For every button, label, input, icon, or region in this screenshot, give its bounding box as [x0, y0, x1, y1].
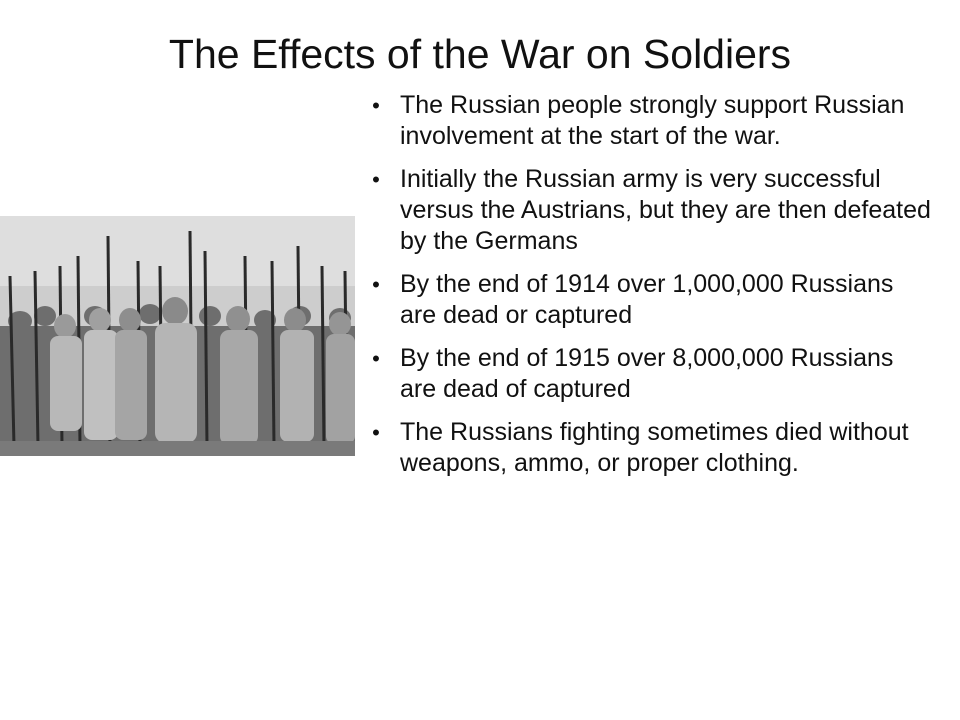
bullet-item: [366, 269, 936, 331]
bullet-text: The Russians fighting sometimes died without weapons, ammo, or proper clothing.: [400, 418, 909, 477]
slide-title: The Effects of the War on Soldiers: [168, 31, 792, 77]
bullet-text: The Russian people strongly support Russian involvement at the start of the war.: [400, 91, 905, 150]
soldiers-illustration: [0, 216, 355, 456]
bullet-item: [366, 417, 936, 479]
bullet-text: By the end of 1915 over 8,000,000 Russians are dead of captured: [400, 344, 894, 403]
bullet-icon: •: [372, 167, 380, 192]
bullet-icon: •: [372, 272, 380, 297]
bullet-icon: •: [372, 93, 380, 118]
bullet-text: Initially the Russian army is very successful versus the Austrians, but they are then defeated by the Germans: [400, 165, 931, 255]
bullet-item: [366, 90, 936, 152]
bullet-item: [366, 343, 936, 405]
bullet-list: [366, 90, 936, 491]
bullet-icon: •: [372, 346, 380, 371]
soldiers-photo: [0, 216, 355, 456]
bullet-text: By the end of 1914 over 1,000,000 Russians are dead or captured: [400, 270, 894, 329]
bullet-icon: •: [372, 420, 380, 445]
bullet-item: [366, 164, 936, 257]
